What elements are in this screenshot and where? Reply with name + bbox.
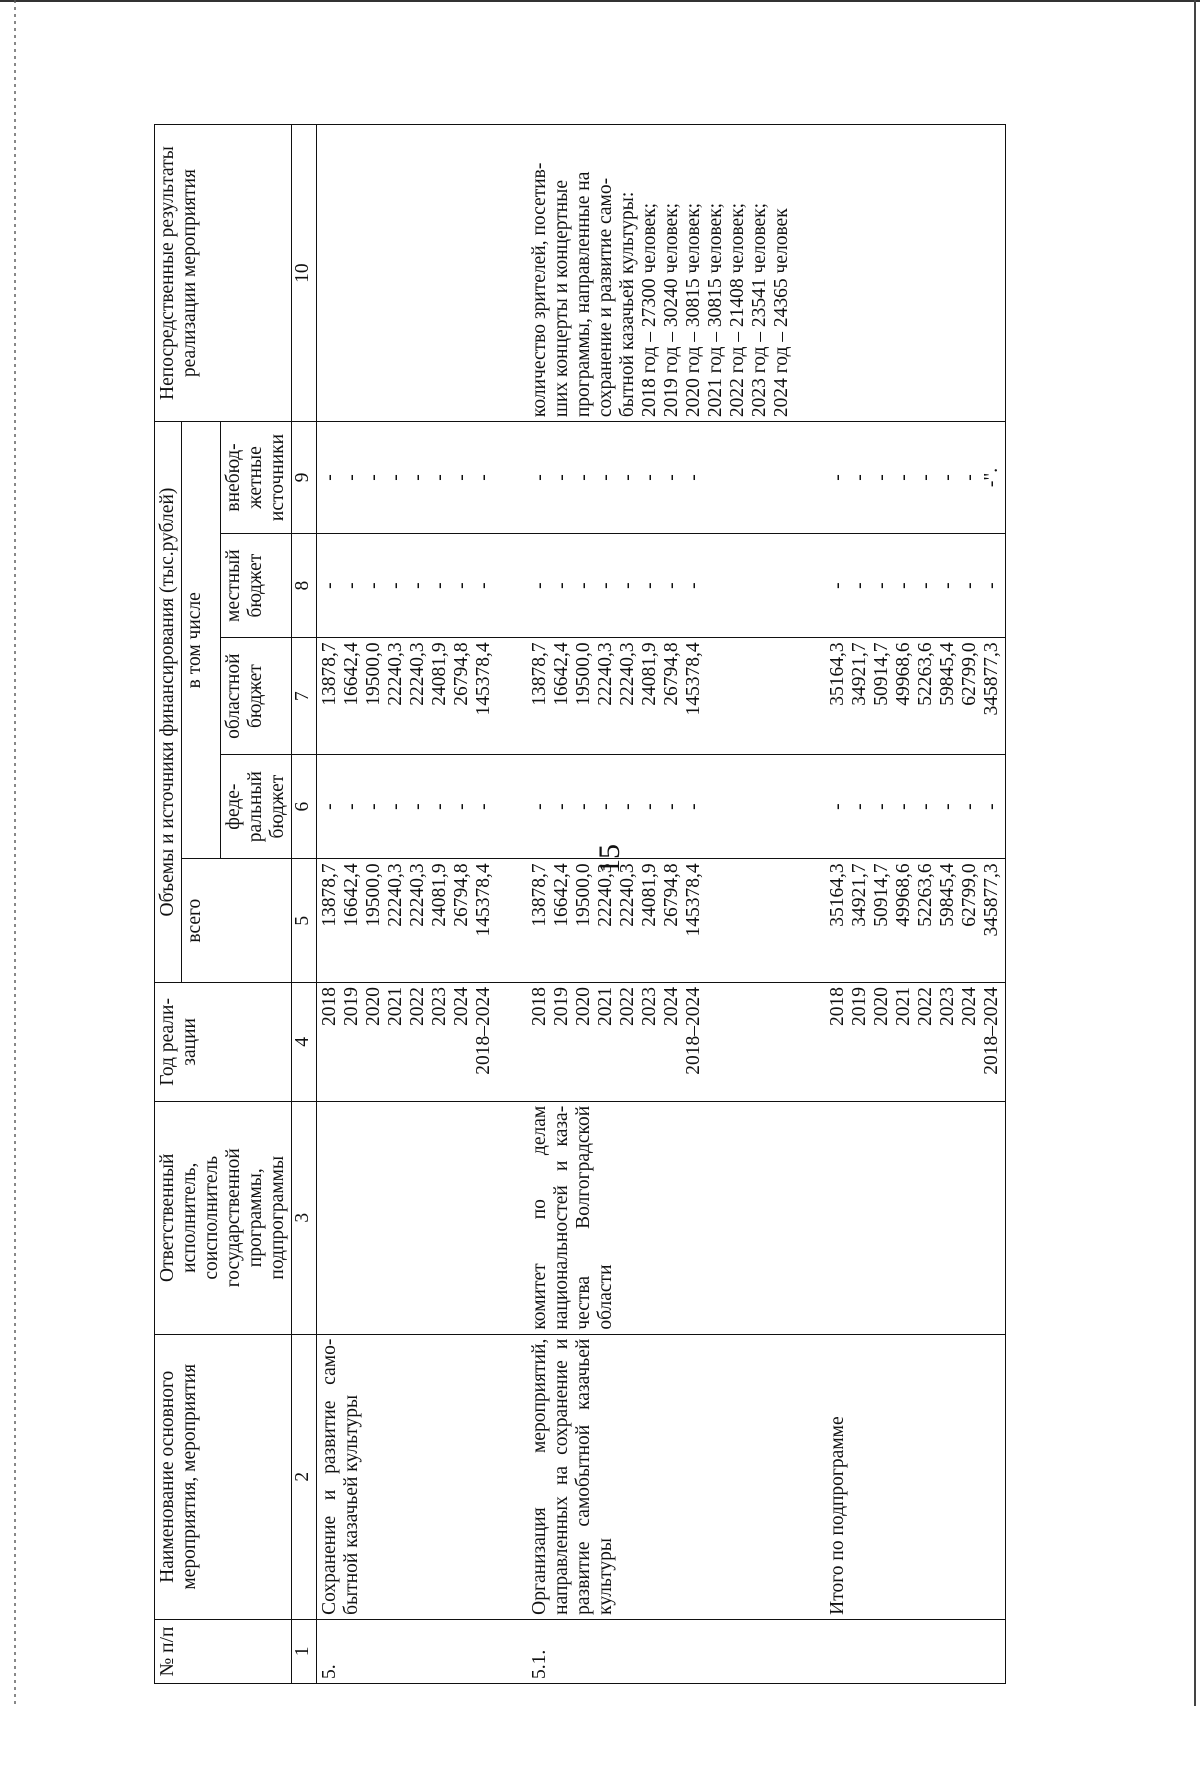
row-name: Сохранение и развитие само-бытной казачьей культуры [317,1334,498,1619]
row-total: 35164,3 34921,7 50914,7 49968,6 52263,6 59845,4 62799,0 345877,3 [825,859,1006,983]
funding-table [154,124,1006,1684]
header-no: № п/п [155,1619,292,1683]
row-local: - - - - - - - - [317,533,498,638]
col-number: 2 [292,1334,317,1619]
row-federal: - - - - - - - - [317,754,498,859]
header-total: всего [182,859,292,983]
header-name: Наименование основного мероприятия, мероприятия [155,1334,292,1619]
row-results [825,125,1006,422]
col-number: 5 [292,859,317,983]
row-years: 2018 2019 2020 2021 2022 2023 2024 2018–2024 [825,982,1006,1101]
row-number [825,1619,1006,1683]
header-year: Год реали-зации [155,982,292,1101]
col-number: 1 [292,1619,317,1683]
row-offbudget: - - - - - - - - [317,422,498,534]
row-years: 2018 2019 2020 2021 2022 2023 2024 2018–2024 [317,982,498,1101]
col-number: 4 [292,982,317,1101]
row-offbudget: - - - - - - - -". [825,422,1006,534]
rotated-page [154,68,1120,1774]
header-federal: феде-ральный бюджет [221,754,292,859]
col-number: 3 [292,1101,317,1334]
header-executor: Ответственный исполнитель, соисполнитель государственной программы, подпрограммы [155,1101,292,1334]
row-total: 13878,7 16642,4 19500,0 22240,3 22240,3 24081,9 26794,8 145378,4 [527,859,795,983]
row-results [317,125,498,422]
header-regional: областной бюджет [221,638,292,754]
table-row [527,125,795,1684]
row-name: Организация мероприятий, направленных на сохранение и развитие самобытной казачьей культуры [527,1334,795,1619]
row-offbudget: - - - - - - - - [527,422,795,534]
row-local: - - - - - - - - [527,533,795,638]
header-including: в том числе [182,422,221,859]
row-total: 13878,7 16642,4 19500,0 22240,3 22240,3 24081,9 26794,8 145378,4 [317,859,498,983]
row-number: 5.1. [527,1619,795,1683]
scan-top-edge [0,0,1200,2]
col-number: 10 [292,125,317,422]
column-numbers-row [292,125,317,1684]
row-spacer [497,125,527,1684]
col-number: 8 [292,533,317,638]
col-number: 7 [292,638,317,754]
table-header [155,125,317,1684]
table-row-total [825,125,1006,1684]
row-regional: 35164,3 34921,7 50914,7 49968,6 52263,6 59845,4 62799,0 345877,3 [825,638,1006,754]
row-results: количество зрителей, посетив-ших концерты и концертные программы, направленные на сохранение и развитие само-бытной казачьей культуры: 2018 год – 27300 человек; 2019 год – 30240 человек; 2020 год – 30815 человек; 2021 год – 30815 человек; 2022 год – 21408 человек; 2023 год – 23541 человек; 2024 год – 24365 человек [527,125,795,422]
page-number: 15 [593,844,626,874]
row-local: - - - - - - - - [825,533,1006,638]
col-number: 6 [292,754,317,859]
scan-right-edge [1194,0,1196,1706]
row-name: Итого по подпрограмме [825,1334,1006,1619]
row-federal: - - - - - - - - [527,754,795,859]
row-executor: комитет по делам национальностей и каза-чества Волгоградской области [527,1101,795,1334]
table-row [317,125,498,1684]
header-results: Непосредственные результаты реализации мероприятия [155,125,292,422]
scan-left-edge [14,0,16,1706]
row-number: 5. [317,1619,498,1683]
row-federal: - - - - - - - - [825,754,1006,859]
row-executor [825,1101,1006,1334]
header-local: местный бюджет [221,533,292,638]
row-regional: 13878,7 16642,4 19500,0 22240,3 22240,3 24081,9 26794,8 145378,4 [527,638,795,754]
col-number: 9 [292,422,317,534]
row-spacer [795,125,825,1684]
row-executor [317,1101,498,1334]
header-offbudget: внебюд-жетные источники [221,422,292,534]
row-regional: 13878,7 16642,4 19500,0 22240,3 22240,3 24081,9 26794,8 145378,4 [317,638,498,754]
row-years: 2018 2019 2020 2021 2022 2023 2024 2018–2024 [527,982,795,1101]
header-funding: Объемы и источники финансирования (тыс.рублей) [155,422,182,983]
table-body [317,125,1006,1684]
